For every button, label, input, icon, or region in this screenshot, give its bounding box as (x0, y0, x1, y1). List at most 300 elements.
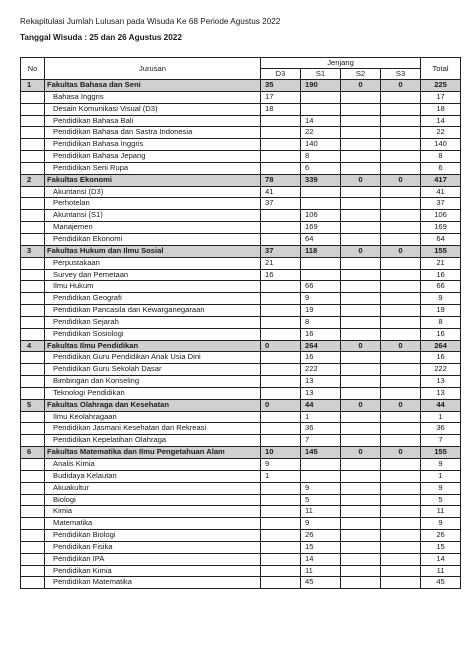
row-total: 155 (421, 447, 461, 459)
row-no (21, 316, 45, 328)
row-d3 (261, 281, 301, 293)
row-d3: 17 (261, 91, 301, 103)
row-s2 (341, 162, 381, 174)
row-s3 (381, 198, 421, 210)
row-s2 (341, 530, 381, 542)
row-s1: 16 (301, 328, 341, 340)
row-s2 (341, 316, 381, 328)
row-s1: 64 (301, 233, 341, 245)
row-d3 (261, 494, 301, 506)
program-row (21, 257, 461, 269)
program-row (21, 151, 461, 163)
row-s1: 264 (301, 340, 341, 352)
row-total: 9 (421, 518, 461, 530)
program-row (21, 565, 461, 577)
row-s3 (381, 127, 421, 139)
row-name: Akuakultur (45, 482, 261, 494)
row-s1: 11 (301, 565, 341, 577)
row-s1 (301, 257, 341, 269)
header-total: Total (421, 58, 461, 80)
row-d3 (261, 435, 301, 447)
row-d3 (261, 328, 301, 340)
header-d3: D3 (261, 69, 301, 80)
row-no (21, 423, 45, 435)
row-total: 417 (421, 174, 461, 186)
row-s2: 0 (341, 447, 381, 459)
row-name: Pendidikan Bahasa dan Sastra Indonesia (45, 127, 261, 139)
program-row (21, 305, 461, 317)
row-s3: 0 (381, 174, 421, 186)
row-total: 26 (421, 530, 461, 542)
row-no (21, 376, 45, 388)
row-s3 (381, 305, 421, 317)
row-d3 (261, 162, 301, 174)
row-d3: 9 (261, 459, 301, 471)
row-name: Fakultas Ilmu Pendidikan (45, 340, 261, 352)
row-s1: 16 (301, 352, 341, 364)
row-no (21, 435, 45, 447)
row-name: Desain Komunikasi Visual (D3) (45, 103, 261, 115)
row-total: 1 (421, 470, 461, 482)
row-no (21, 293, 45, 305)
row-s1: 190 (301, 80, 341, 92)
row-s2 (341, 222, 381, 234)
row-name: Pendidikan Bahasa Bali (45, 115, 261, 127)
row-s2 (341, 328, 381, 340)
row-s1: 13 (301, 387, 341, 399)
row-name: Pendidikan Kepelatihan Olahraga (45, 435, 261, 447)
program-row (21, 316, 461, 328)
row-s3: 0 (381, 80, 421, 92)
row-total: 1 (421, 411, 461, 423)
program-row (21, 518, 461, 530)
row-no (21, 328, 45, 340)
row-no: 5 (21, 399, 45, 411)
row-s2 (341, 506, 381, 518)
row-s1: 26 (301, 530, 341, 542)
row-d3: 21 (261, 257, 301, 269)
program-row (21, 139, 461, 151)
row-s1: 44 (301, 399, 341, 411)
row-d3: 10 (261, 447, 301, 459)
row-no (21, 186, 45, 198)
program-row (21, 482, 461, 494)
row-d3 (261, 305, 301, 317)
row-s3 (381, 293, 421, 305)
row-s1: 6 (301, 162, 341, 174)
row-s2: 0 (341, 174, 381, 186)
row-total: 16 (421, 352, 461, 364)
row-total: 17 (421, 91, 461, 103)
program-row (21, 435, 461, 447)
row-name: Akuntansi (D3) (45, 186, 261, 198)
row-s1: 19 (301, 305, 341, 317)
row-name: Budidaya Kelautan (45, 470, 261, 482)
row-s1: 169 (301, 222, 341, 234)
program-row (21, 269, 461, 281)
row-name: Bahasa Inggris (45, 91, 261, 103)
row-s3: 0 (381, 245, 421, 257)
row-s1 (301, 198, 341, 210)
row-s2 (341, 103, 381, 115)
row-d3 (261, 376, 301, 388)
row-total: 21 (421, 257, 461, 269)
row-no (21, 459, 45, 471)
row-d3 (261, 577, 301, 589)
row-name: Fakultas Hukum dan Ilmu Sosial (45, 245, 261, 257)
row-name: Analis Kimia (45, 459, 261, 471)
row-s3 (381, 162, 421, 174)
row-s3 (381, 222, 421, 234)
row-no (21, 541, 45, 553)
row-s3 (381, 257, 421, 269)
row-name: Perpustakaan (45, 257, 261, 269)
header-s3: S3 (381, 69, 421, 80)
row-s3 (381, 151, 421, 163)
row-name: Pendidikan Bahasa Inggris (45, 139, 261, 151)
program-row (21, 281, 461, 293)
row-d3 (261, 530, 301, 542)
row-total: 14 (421, 553, 461, 565)
row-total: 41 (421, 186, 461, 198)
row-s2 (341, 305, 381, 317)
row-total: 19 (421, 305, 461, 317)
row-no (21, 494, 45, 506)
row-s3: 0 (381, 447, 421, 459)
row-d3 (261, 387, 301, 399)
row-d3: 35 (261, 80, 301, 92)
program-row (21, 103, 461, 115)
row-no (21, 482, 45, 494)
header-s1: S1 (301, 69, 341, 80)
row-s2 (341, 470, 381, 482)
row-total: 9 (421, 293, 461, 305)
row-s3 (381, 494, 421, 506)
row-no (21, 222, 45, 234)
row-s1: 1 (301, 411, 341, 423)
row-s3 (381, 470, 421, 482)
row-name: Pendidikan Seni Rupa (45, 162, 261, 174)
row-no: 1 (21, 80, 45, 92)
row-s3 (381, 459, 421, 471)
row-s3 (381, 328, 421, 340)
row-name: Pendidikan Guru Pendidikan Anak Usia Dini (45, 352, 261, 364)
row-s2: 0 (341, 80, 381, 92)
row-d3: 37 (261, 245, 301, 257)
row-total: 44 (421, 399, 461, 411)
row-d3: 0 (261, 340, 301, 352)
row-s2: 0 (341, 245, 381, 257)
row-total: 9 (421, 482, 461, 494)
row-total: 11 (421, 565, 461, 577)
row-s3 (381, 139, 421, 151)
row-s3 (381, 210, 421, 222)
row-s3 (381, 376, 421, 388)
row-no (21, 411, 45, 423)
row-s1: 5 (301, 494, 341, 506)
row-s3 (381, 553, 421, 565)
row-no (21, 103, 45, 115)
row-no (21, 198, 45, 210)
row-s2 (341, 352, 381, 364)
row-no (21, 210, 45, 222)
row-s3 (381, 423, 421, 435)
row-total: 9 (421, 459, 461, 471)
row-no (21, 518, 45, 530)
row-s1: 8 (301, 151, 341, 163)
row-s2 (341, 435, 381, 447)
row-s2 (341, 482, 381, 494)
row-total: 14 (421, 115, 461, 127)
faculty-row (21, 399, 461, 411)
row-name: Fakultas Bahasa dan Seni (45, 80, 261, 92)
row-s1: 9 (301, 518, 341, 530)
row-s2: 0 (341, 340, 381, 352)
row-no (21, 162, 45, 174)
program-row (21, 210, 461, 222)
row-total: 264 (421, 340, 461, 352)
row-s1: 9 (301, 293, 341, 305)
row-s3 (381, 352, 421, 364)
row-name: Fakultas Olahraga dan Kesehatan (45, 399, 261, 411)
row-d3 (261, 210, 301, 222)
row-total: 225 (421, 80, 461, 92)
header-jenjang: Jenjang (261, 58, 421, 69)
row-total: 22 (421, 127, 461, 139)
row-s2 (341, 257, 381, 269)
row-name: Akuntansi (S1) (45, 210, 261, 222)
row-no (21, 257, 45, 269)
row-s1 (301, 91, 341, 103)
row-s2 (341, 269, 381, 281)
row-s2 (341, 411, 381, 423)
row-s2 (341, 186, 381, 198)
row-no: 4 (21, 340, 45, 352)
row-s3 (381, 281, 421, 293)
row-s2 (341, 139, 381, 151)
program-row (21, 459, 461, 471)
row-s1: 11 (301, 506, 341, 518)
program-row (21, 411, 461, 423)
row-total: 16 (421, 269, 461, 281)
program-row (21, 553, 461, 565)
row-s3 (381, 530, 421, 542)
row-s1: 140 (301, 139, 341, 151)
faculty-row (21, 340, 461, 352)
program-row (21, 494, 461, 506)
row-name: Pendidikan Pancasila dan Kewarganegaraan (45, 305, 261, 317)
row-no (21, 565, 45, 577)
row-s1: 36 (301, 423, 341, 435)
program-row (21, 162, 461, 174)
row-s2 (341, 115, 381, 127)
row-no (21, 577, 45, 589)
program-row (21, 186, 461, 198)
row-s3 (381, 103, 421, 115)
row-s3: 0 (381, 340, 421, 352)
row-d3 (261, 115, 301, 127)
program-row (21, 352, 461, 364)
table-body (21, 80, 461, 589)
row-no (21, 115, 45, 127)
row-d3 (261, 233, 301, 245)
row-s2 (341, 376, 381, 388)
row-d3: 0 (261, 399, 301, 411)
row-s1 (301, 459, 341, 471)
row-s1: 9 (301, 482, 341, 494)
row-s1 (301, 103, 341, 115)
row-s2 (341, 459, 381, 471)
program-row (21, 127, 461, 139)
row-s1: 145 (301, 447, 341, 459)
row-d3 (261, 151, 301, 163)
row-no (21, 139, 45, 151)
row-s3 (381, 269, 421, 281)
faculty-row (21, 447, 461, 459)
row-total: 64 (421, 233, 461, 245)
row-s2 (341, 127, 381, 139)
row-total: 16 (421, 328, 461, 340)
row-s3 (381, 364, 421, 376)
row-s2 (341, 293, 381, 305)
row-d3: 18 (261, 103, 301, 115)
row-s3 (381, 186, 421, 198)
row-s2 (341, 151, 381, 163)
row-name: Pendidikan Bahasa Jepang (45, 151, 261, 163)
row-d3 (261, 222, 301, 234)
row-s3 (381, 577, 421, 589)
row-name: Pendidikan Kimia (45, 565, 261, 577)
row-no (21, 233, 45, 245)
row-s3 (381, 565, 421, 577)
row-d3: 1 (261, 470, 301, 482)
row-total: 15 (421, 541, 461, 553)
graduates-table (20, 57, 461, 589)
row-s1 (301, 269, 341, 281)
graduation-date: Tanggal Wisuda : 25 dan 26 Agustus 2022 (20, 33, 182, 42)
header-s2: S2 (341, 69, 381, 80)
row-s3 (381, 506, 421, 518)
row-name: Kimia (45, 506, 261, 518)
row-no: 6 (21, 447, 45, 459)
row-no (21, 281, 45, 293)
row-name: Pendidikan Sejarah (45, 316, 261, 328)
row-s1: 7 (301, 435, 341, 447)
row-s1: 106 (301, 210, 341, 222)
row-total: 169 (421, 222, 461, 234)
row-s2 (341, 233, 381, 245)
row-s3 (381, 115, 421, 127)
row-no: 2 (21, 174, 45, 186)
row-d3 (261, 352, 301, 364)
program-row (21, 233, 461, 245)
row-s1 (301, 186, 341, 198)
row-name: Pendidikan Biologi (45, 530, 261, 542)
row-s3 (381, 435, 421, 447)
row-no (21, 364, 45, 376)
row-s2: 0 (341, 399, 381, 411)
row-s3 (381, 91, 421, 103)
row-d3 (261, 411, 301, 423)
row-name: Matematika (45, 518, 261, 530)
row-name: Pendidikan Guru Sekolah Dasar (45, 364, 261, 376)
row-no (21, 470, 45, 482)
row-total: 8 (421, 151, 461, 163)
row-s1: 14 (301, 553, 341, 565)
row-total: 6 (421, 162, 461, 174)
row-total: 8 (421, 316, 461, 328)
row-no (21, 305, 45, 317)
row-s2 (341, 518, 381, 530)
row-s1: 13 (301, 376, 341, 388)
row-name: Ilmu Hukum (45, 281, 261, 293)
row-name: Pendidikan Jasmani Kesehatan dan Rekreasi (45, 423, 261, 435)
row-s1: 339 (301, 174, 341, 186)
row-name: Fakultas Matematika dan Ilmu Pengetahuan Alam (45, 447, 261, 459)
row-d3 (261, 518, 301, 530)
row-total: 37 (421, 198, 461, 210)
row-total: 18 (421, 103, 461, 115)
row-s3 (381, 411, 421, 423)
row-name: Biologi (45, 494, 261, 506)
row-d3 (261, 565, 301, 577)
document-title: Rekapitulasi Jumlah Lulusan pada Wisuda Ke 68 Periode Agustus 2022 (20, 17, 281, 26)
row-name: Manajemen (45, 222, 261, 234)
row-d3 (261, 139, 301, 151)
row-d3 (261, 506, 301, 518)
row-s1: 222 (301, 364, 341, 376)
row-s1: 8 (301, 316, 341, 328)
program-row (21, 115, 461, 127)
row-no: 3 (21, 245, 45, 257)
row-name: Pendidikan Sosiologi (45, 328, 261, 340)
program-row (21, 506, 461, 518)
row-s1: 66 (301, 281, 341, 293)
row-s3 (381, 518, 421, 530)
row-name: Perhotelan (45, 198, 261, 210)
row-total: 5 (421, 494, 461, 506)
row-s1: 118 (301, 245, 341, 257)
program-row (21, 364, 461, 376)
row-name: Survey dan Pemetaan (45, 269, 261, 281)
row-total: 106 (421, 210, 461, 222)
row-d3: 41 (261, 186, 301, 198)
row-no (21, 269, 45, 281)
faculty-row (21, 80, 461, 92)
row-d3 (261, 482, 301, 494)
row-name: Ilmu Keolahragaan (45, 411, 261, 423)
row-total: 66 (421, 281, 461, 293)
row-s2 (341, 210, 381, 222)
row-s2 (341, 553, 381, 565)
row-total: 45 (421, 577, 461, 589)
row-total: 36 (421, 423, 461, 435)
row-s3: 0 (381, 399, 421, 411)
row-name: Pendidikan Fisika (45, 541, 261, 553)
row-s1: 22 (301, 127, 341, 139)
program-row (21, 198, 461, 210)
row-s2 (341, 91, 381, 103)
row-name: Fakultas Ekonomi (45, 174, 261, 186)
row-s3 (381, 233, 421, 245)
row-name: Pendidikan Matematika (45, 577, 261, 589)
program-row (21, 387, 461, 399)
row-s3 (381, 387, 421, 399)
row-s2 (341, 423, 381, 435)
row-total: 155 (421, 245, 461, 257)
row-s2 (341, 364, 381, 376)
row-total: 140 (421, 139, 461, 151)
